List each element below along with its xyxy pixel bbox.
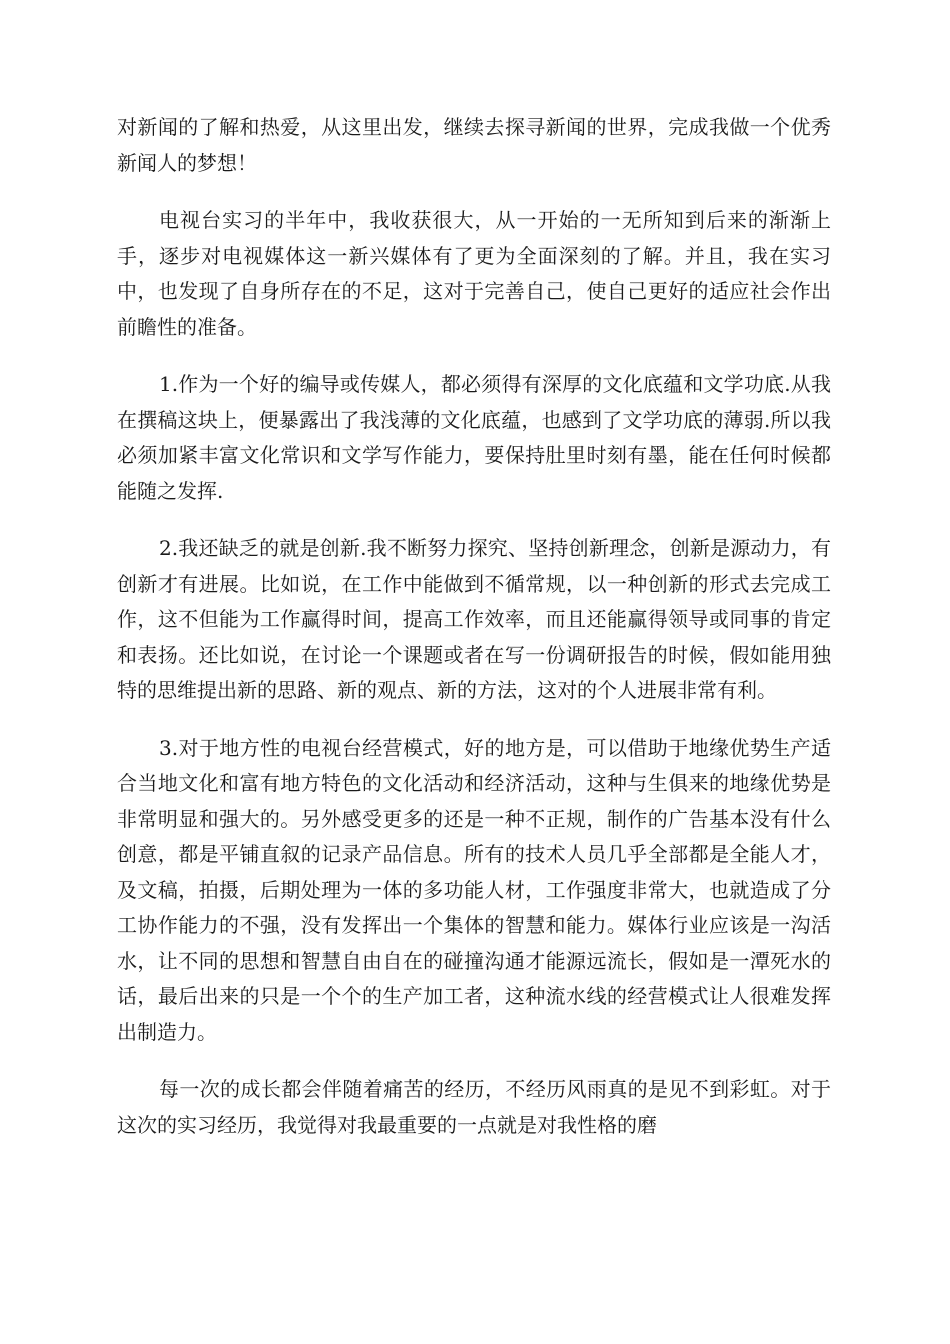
paragraph-internship-summary: 电视台实习的半年中，我收获很大，从一开始的一无所知到后来的渐渐上手，逐步对电视媒体这一新兴媒体有了更为全面深刻的了解。并且，我在实习中，也发现了自身所存在的不足，这对于完善自己，使自己更好的适应社会作出前瞻性的准备。 bbox=[117, 208, 831, 339]
paragraph-point-2: 2.我还缺乏的就是创新.我不断努力探究、坚持创新理念，创新是源动力，有创新才有进展。比如说，在工作中能做到不循常规，以一种创新的形式去完成工作，这不但能为工作赢得时间，提高工作效率，而且还能赢得领导或同事的肯定和表扬。还比如说，在讨论一个课题或者在写一份调研报告的时候，假如能用独特的思维提出新的思路、新的观点、新的方法，这对的个人进展非常有利。 bbox=[117, 536, 831, 702]
paragraph-continuation: 对新闻的了解和热爱，从这里出发，继续去探寻新闻的世界，完成我做一个优秀新闻人的梦想！ bbox=[117, 115, 831, 175]
paragraph-point-3: 3.对于地方性的电视台经营模式，好的地方是，可以借助于地缘优势生产适合当地文化和富有地方特色的文化活动和经济活动，这种与生俱来的地缘优势是非常明显和强大的。另外感受更多的还是一种不正规，制作的广告基本没有什么创意，都是平铺直叙的记录产品信息。所有的技术人员几乎全部都是全能人才，及文稿，拍摄，后期处理为一体的多功能人材，工作强度非常大，也就造成了分工协作能力的不强，没有发挥出一个集体的智慧和能力。媒体行业应该是一沟活水，让不同的思想和智慧自由自在的碰撞沟通才能源远流长，假如是一潭死水的话，最后出来的只是一个个的生产加工者，这种流水线的经营模式让人很难发挥出制造力。 bbox=[117, 735, 831, 1044]
paragraph-growth: 每一次的成长都会伴随着痛苦的经历，不经历风雨真的是见不到彩虹。对于这次的实习经历，我觉得对我最重要的一点就是对我性格的磨 bbox=[117, 1077, 831, 1137]
document-body bbox=[117, 110, 831, 1143]
paragraph-point-1: 1.作为一个好的编导或传媒人，都必须得有深厚的文化底蕴和文学功底.从我在撰稿这块上，便暴露出了我浅薄的文化底蕴，也感到了文学功底的薄弱.所以我必须加紧丰富文化常识和文学写作能力，要保持肚里时刻有墨，能在任何时候都能随之发挥. bbox=[117, 372, 831, 503]
